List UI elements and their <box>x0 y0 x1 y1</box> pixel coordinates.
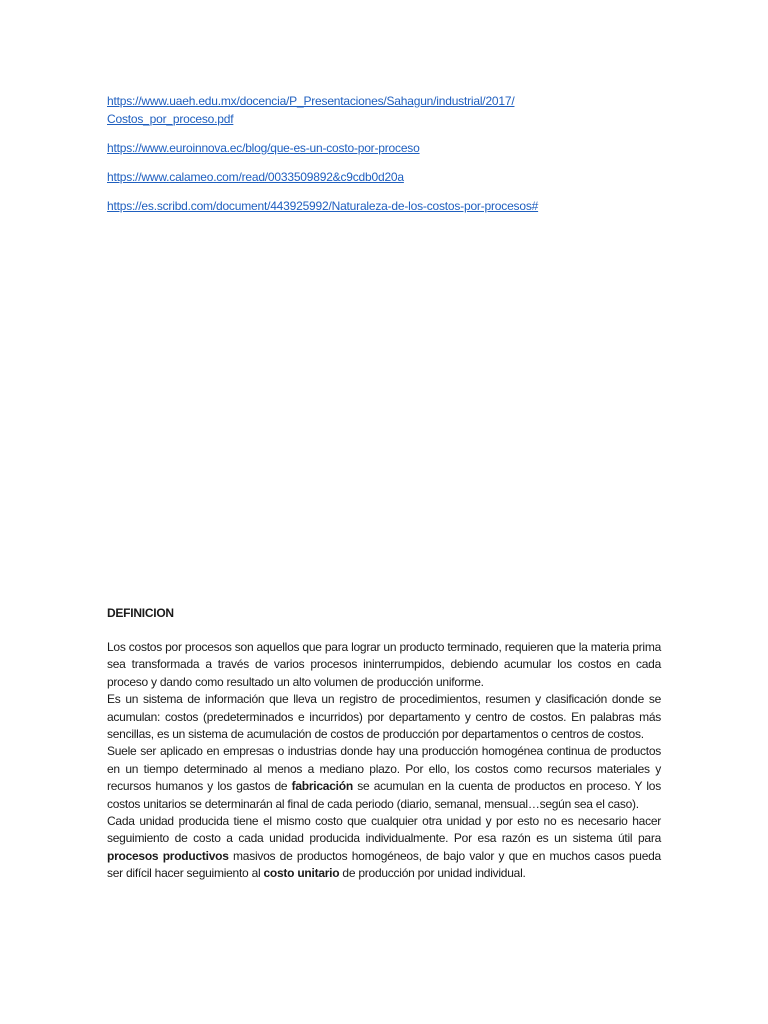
paragraph-1: Los costos por procesos son aquellos que para lograr un producto terminado, requieren que la materia prima sea transformada a través de varios procesos ininterrumpidos, debiendo acumular los costos en cada proceso y dando como resultado un alto volumen de producción uniforme. <box>107 640 661 689</box>
paragraph-4-bold-costo-unitario: costo unitario <box>263 866 340 881</box>
reference-link-calameo[interactable]: https://www.calameo.com/read/0033509892&c9cdb0d20a <box>107 170 404 184</box>
reference-link-uaeh[interactable] <box>107 92 667 128</box>
reference-link-uaeh-line1: https://www.uaeh.edu.mx/docencia/P_Presentaciones/Sahagun/industrial/2017/ <box>107 94 515 108</box>
reference-links <box>107 92 667 215</box>
reference-link-euroinnova[interactable]: https://www.euroinnova.ec/blog/que-es-un-costo-por-proceso <box>107 141 420 155</box>
paragraph-4-text-b: masivos de productos homogéneos, de bajo valor y que en muchos casos pueda ser difícil hacer seguimiento al <box>107 848 661 881</box>
section-heading: DEFINICION <box>107 606 174 620</box>
definition-section <box>107 605 661 883</box>
paragraph-3-text-b: se acumulan en la cuenta de productos en proceso. Y los costos unitarios se determinarán al final de cada periodo (diario, semanal, mensual…según sea el caso). <box>107 779 661 811</box>
reference-link-uaeh-line2: Costos_por_proceso.pdf <box>107 112 234 126</box>
reference-link-scribd[interactable]: https://es.scribd.com/document/443925992/Naturaleza-de-los-costos-por-procesos# <box>107 199 539 213</box>
paragraph-3-text-a: Suele ser aplicado en empresas o industrias donde hay una producción homogénea continua de productos en un tiempo determinado al menos a mediano plazo. Por ello, los costos como recursos materiales y recursos humanos y los gastos de <box>107 744 661 794</box>
paragraph-4-text-c: de producción por unidad individual. <box>339 866 526 881</box>
paragraph-4 <box>107 813 661 883</box>
paragraph-3 <box>107 743 661 813</box>
paragraph-2: Es un sistema de información que lleva un registro de procedimientos, resumen y clasificación donde se acumulan: costos (predeterminados e incurridos) por departamento y centro de costos. En palabras más sencillas, es un sistema de acumulación de costos de producción por departamentos o centros de costos. <box>107 692 661 742</box>
paragraph-4-text-a: Cada unidad producida tiene el mismo costo que cualquier otra unidad y por esto no es necesario hacer seguimiento de costo a cada unidad producida individualmente. Por esa razón es un sistema útil para <box>107 814 661 846</box>
paragraph-4-bold-procesos: procesos productivos <box>107 848 229 863</box>
paragraph-3-bold-fabricacion: fabricación <box>291 779 353 794</box>
